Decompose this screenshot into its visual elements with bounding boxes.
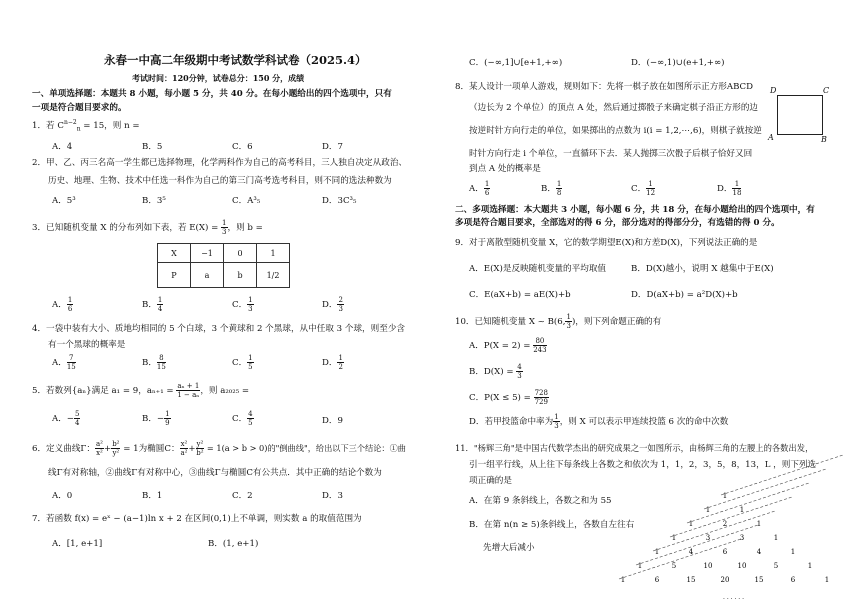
q3-option-a[interactable] [52,296,73,313]
q6-frac [95,440,104,457]
square-label-b: B [821,135,827,144]
q5-option-d[interactable]: D．9 [322,416,343,426]
opt-num: 1 [338,354,343,362]
opt-den: 18 [732,189,742,197]
q5-option-c[interactable] [232,410,254,427]
triangle-number: 1 [756,520,762,528]
q8-stem-5: 到点 A 处的概率是 [469,164,541,174]
q1-sup: n−2 [63,119,77,127]
opt-den: 3 [338,305,343,313]
opt-den: 5 [248,363,253,371]
q2-option-c[interactable]: C．A³₅ [232,196,261,206]
q4-stem-cont: 有一个黑球的概率是 [48,340,126,350]
q7-option-d[interactable]: D．(−∞,1)∪(e+1,+∞) [631,58,725,68]
section2-heading-cont: 多项是符合题目要求，全部选对的得 6 分，部分选对的得部分分，有选错的得 0 分。 [455,218,780,228]
opt-num: 1 [556,180,562,188]
q6-f1n: a² [96,440,103,448]
q8-square-figure [777,95,823,135]
q3-option-d[interactable] [322,296,344,313]
q4-stem: 4．一袋中装有大小、质地均相同的 5 个白球，3 个黄球和 2 个黑球，从中任取 3 个球，则至少含 [32,324,406,334]
opt-num: 1 [248,354,253,362]
q8-stem-4: 时针方向行走 i 个单位，一直循环下去．某人抛掷三次骰子后棋子恰好又回 [469,149,753,159]
opt-text: C．P(X ≤ 5) = [469,393,531,403]
q8-option-c[interactable] [631,180,655,197]
opt-label: C． [232,358,248,368]
q1-option-d[interactable]: D．7 [322,142,343,152]
yanghui-triangle-figure [620,488,857,600]
q5-frac [176,382,200,399]
opt-frac [74,410,80,427]
square-label-c: C [823,86,830,95]
q4-option-d[interactable] [322,354,344,371]
opt-text: D．若甲投篮命中率为 [469,417,554,427]
q8-stem-3: 按逆时针方向行走的单位，如果掷出的点数为 i(i = 1,2,⋯,6)，则棋子就按逆 [469,126,762,136]
q6-f3n: x² [180,440,188,448]
q9-option-d[interactable]: D．D(aX+b) = a²D(X)+b [631,290,738,300]
q8-option-b[interactable] [541,180,562,197]
q5-frac-num: aₙ + 1 [177,382,200,390]
opt-label: A． [52,300,67,310]
q5-option-a[interactable] [52,410,80,427]
square-label-a: A [768,133,774,142]
opt-label: C． [232,414,248,424]
opt-frac [157,354,166,371]
opt-frac [534,389,549,406]
q7-stem: 7．若函数 f(x) = eˣ − (a−1)ln x + 2 在区间(0,1)上不单调，则实数 a 的取值范围为 [32,514,362,524]
q5-frac-den: 1 − aₙ [177,391,200,399]
opt-frac [732,180,741,197]
opt-num: 1 [484,180,490,188]
opt-frac [337,354,343,371]
opt-label: D． [717,184,733,194]
q4-option-c[interactable] [232,354,254,371]
opt-num: 728 [534,389,548,397]
q1-sub: n [76,125,81,133]
q6-option-a[interactable]: A．0 [52,491,73,501]
q2-stem: 2．甲、乙、丙三名高一学生都已选择物理，化学两科作为自己的高考科目，三人独自决定从政治、 [32,158,408,168]
triangle-number: 1 [671,534,677,542]
q10-option-c[interactable] [469,389,549,406]
triangle-numbers [621,492,829,584]
q3-stem [32,219,263,236]
opt-frac [247,410,253,427]
triangle-number: 1 [620,576,626,584]
opt-frac [164,410,170,427]
triangle-number: 6 [722,548,728,556]
triangle-number: 5 [671,562,677,570]
q10-option-b[interactable] [469,363,523,380]
opt-num: 7 [67,354,76,363]
q3-cell: 0 [224,244,257,263]
opt-den: 4 [157,305,163,313]
opt-frac [67,354,76,371]
triangle-number: 6 [654,576,660,584]
q5-stem-a: 5．若数列{aₙ}满足 a₁ = 9，aₙ₊₁ = [32,386,174,396]
opt-frac [67,296,73,313]
q2-stem-cont: 历史、地理、生物、技术中任选一科作为自己的第三门高考选考科目，则不同的选法种数为 [48,176,392,186]
triangle-diagonal-line [687,483,809,523]
q1-option-c[interactable]: C．6 [232,142,253,152]
opt-den: 8 [556,189,562,197]
triangle-number: 4 [756,548,762,556]
opt-text: B．D(X) = [469,367,514,377]
opt-den: 243 [533,346,547,354]
opt-frac [646,180,655,197]
q3-distribution-table [157,243,290,288]
opt-text: A．P(X = 2) = [469,341,531,351]
opt-num: 80 [533,337,546,346]
opt-label: D． [322,358,338,368]
triangle-number: 1 [739,506,745,514]
opt-frac [516,363,522,380]
opt-den: 6 [484,189,490,197]
opt-label: D． [322,300,338,310]
q10-option-a[interactable] [469,337,547,354]
opt-text-b: ，则 X 可以表示甲连续投篮 6 次的命中次数 [559,417,729,427]
triangle-dots: · · · · · · [723,596,744,603]
q2-option-d[interactable]: D．3C³₅ [322,196,357,206]
q8-stem: 8．某人设计一项单人游戏，规则如下：先将一棋子放在如图所示正方形ABCD [455,82,754,92]
q2-option-a[interactable]: A．5³ [52,196,76,206]
opt-den: 3 [517,372,522,380]
opt-frac [556,180,562,197]
q6-option-b[interactable]: B．1 [142,491,163,501]
q4-option-a[interactable] [52,354,76,371]
opt-den: 12 [646,189,656,197]
opt-label: C． [631,184,647,194]
q6-f3d: a² [180,449,188,457]
opt-num: 4 [517,363,522,371]
q11-stem-3: 项正确的是 [469,476,512,486]
q1-stem-b: = 15，则 n = [80,121,140,131]
opt-label: B． [541,184,556,194]
q3-cell: 1 [257,244,290,263]
opt-num: 5 [75,410,80,418]
q8-option-a[interactable] [469,180,490,197]
opt-num: 4 [248,410,253,418]
q6-a: 6．定义曲线Γ： [32,444,95,454]
opt-den: 729 [534,398,548,406]
opt-label: A．− [52,414,75,424]
opt-num: 1 [165,410,170,418]
q10-num: 1 [566,313,571,321]
q4-option-b[interactable] [142,354,166,371]
opt-num: 8 [157,354,166,363]
exam-meta: 考试时间：120分钟，试卷总分：150 分，成绩 [132,73,305,83]
q1-option-b[interactable]: B．5 [142,142,163,152]
triangle-number: 1 [654,548,660,556]
opt-label: B． [142,300,157,310]
q8-stem-2: （边长为 2 个单位）的顶点 A 处，然后通过掷骰子来确定棋子沿正方形的边 [469,103,759,113]
q1-stem-a: 1．若 C [32,121,64,131]
q11-option-b-cont: 先增大后减小 [483,543,535,553]
triangle-number: 5 [773,562,779,570]
q11-option-b[interactable]: B．在第 n(n ≥ 5)条斜线上，各数自左往右 [469,520,635,530]
q9-stem: 9．对于离散型随机变量 X，它的数学期望E(X)和方差D(X)，下列说法正确的是 [455,238,758,248]
triangle-number: 1 [722,492,728,500]
opt-num: 1 [248,296,253,304]
q6-frac [196,440,205,457]
square-label-d: D [770,86,777,95]
triangle-number: 3 [739,534,745,542]
triangle-number: 10 [737,562,747,570]
q8-option-d[interactable] [717,180,741,197]
q6-f4d: b² [196,449,204,457]
q6-plus: + [103,444,112,454]
q6-option-d[interactable]: D．3 [322,491,343,501]
triangle-diagonal-lines [619,455,843,579]
opt-num: 1 [554,413,559,421]
opt-den: 3 [554,422,559,430]
q3-stem-b: ，则 b = [227,223,263,233]
opt-den: 3 [248,305,253,313]
q6-stem [32,440,406,457]
q10-option-d[interactable] [469,413,728,430]
opt-frac [337,296,343,313]
q3-cell: b [224,263,257,288]
triangle-number: 1 [824,576,830,584]
triangle-number: 15 [754,576,764,584]
opt-num: 1 [67,296,73,304]
triangle-number: 1 [807,562,813,570]
q6-plus: + [188,444,196,454]
triangle-diagonal-line [619,539,741,579]
triangle-number: 3 [705,534,711,542]
page-title: 永春一中高二年级期中考试数学科试卷（2025.4） [104,53,367,67]
triangle-diagonal-line [704,469,826,509]
q6-f4n: y² [196,440,204,448]
triangle-number: 1 [637,562,643,570]
triangle-number: 15 [686,576,696,584]
opt-den: 6 [67,305,73,313]
opt-den: 9 [165,419,170,427]
q9-option-b[interactable]: B．D(X)越小，说明 X 越集中于E(X) [631,264,774,274]
q3-ex-den: 3 [222,228,227,236]
opt-label: B． [142,358,157,368]
triangle-diagonal-line [636,525,758,565]
q6-option-c[interactable]: C．2 [232,491,253,501]
triangle-number: 20 [720,576,730,584]
q7-option-c[interactable]: C．(−∞,1]∪[e+1,+∞) [469,58,563,68]
q11-option-a[interactable]: A．在第 9 条斜线上，各数之和为 55 [469,496,612,506]
opt-label: B．− [142,414,165,424]
q3-cell: X [158,244,191,263]
opt-frac [533,337,546,354]
q5-stem [32,382,249,399]
triangle-diagonal-line [670,497,792,537]
opt-den: 15 [66,363,76,371]
q3-option-c[interactable] [232,296,254,313]
q7-option-b[interactable]: B．(1, e+1) [208,539,259,549]
opt-num: 2 [338,296,343,304]
q10-den: 3 [566,322,571,330]
triangle-number: 1 [790,548,796,556]
opt-den: 15 [156,363,166,371]
triangle-number: 1 [773,534,779,542]
q6-f2n: b² [112,440,120,448]
opt-frac [247,354,253,371]
q5-option-b[interactable] [142,410,171,427]
q1-stem [32,119,140,133]
q6-f2d: y² [112,449,120,457]
opt-label: A． [52,358,67,368]
q6-b: = 1为椭圆C： [120,444,180,454]
q11-stem: 11．"杨辉三角"是中国古代数学杰出的研究成果之一如图所示，由杨辉三角的左腰上的各数出发， [455,443,814,453]
triangle-number: 1 [705,506,711,514]
triangle-number: 1 [688,520,694,528]
q1-option-a[interactable]: A．4 [52,142,73,152]
q9-option-c[interactable]: C．E(aX+b) = aE(X)+b [469,290,571,300]
q9-option-a[interactable]: A．E(X)是反映随机变量的平均取值 [469,264,607,274]
q6-c: = 1(a > b > 0)的"倒曲线"，给出以下三个结论：①曲 [204,443,406,453]
q6-f1d: x² [96,449,103,457]
opt-num: 1 [732,180,741,189]
triangle-diagonal-line [653,511,775,551]
q6-stem-cont: 线Γ有对称轴，②曲线Γ有对称中心，③曲线Γ与椭圆C有公共点．其中正确的结论个数为 [48,468,382,478]
q3-cell: −1 [191,244,224,263]
q3-cell: 1/2 [257,263,290,288]
opt-frac [484,180,490,197]
q10-stem [455,313,661,330]
triangle-number: 4 [688,548,694,556]
section1-heading-cont: 一项是符合题目要求的。 [32,103,127,113]
triangle-number: 10 [703,562,713,570]
opt-frac [247,296,253,313]
q3-ex-num: 1 [222,219,227,227]
triangle-number: 2 [722,520,728,528]
q3-option-b[interactable] [142,296,163,313]
q5-stem-b: ，则 a₂₀₂₅ = [200,386,250,396]
section2-heading: 二、多项选择题：本大题共 3 小题，每小题 6 分，共 18 分，在每小题给出的四个选项中，有 [455,205,815,215]
q3-cell: P [158,263,191,288]
opt-den: 2 [338,363,343,371]
opt-label: A． [469,184,484,194]
opt-frac [157,296,163,313]
q10-stem-a: 10．已知随机变量 X ~ B(6, [455,317,566,327]
q3-stem-a: 3．已知随机变量 X 的分布列如下表，若 E(X) = [32,223,219,233]
section1-heading: 一、单项选择题：本题共 8 小题，每小题 5 分，共 40 分。在每小题给出的四个选项中，只有 [32,89,392,99]
opt-num: 1 [157,296,163,304]
q11-stem-2: 引一组平行线，从上往下每条线上各数之和依次为 1，1，2，3，5，8，13，L ，则下列选 [469,460,817,470]
q7-option-a[interactable]: A．[1, e+1] [52,539,103,549]
triangle-number: 6 [790,576,796,584]
q10-stem-b: )，则下列命题正确的有 [571,317,662,327]
opt-den: 4 [75,419,80,427]
opt-num: 1 [646,180,655,189]
opt-den: 5 [248,419,253,427]
opt-label: C． [232,300,248,310]
q3-cell: a [191,263,224,288]
q2-option-b[interactable]: B．3⁵ [142,196,166,206]
